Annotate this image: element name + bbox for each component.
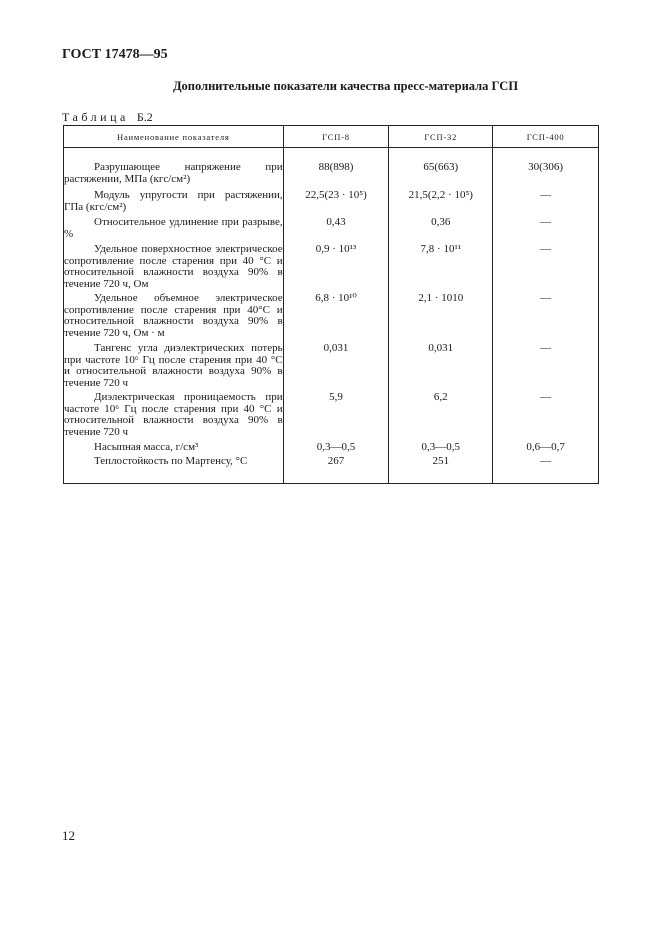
value-gsp-32: 0,36: [389, 217, 493, 244]
value-gsp-32: 6,2: [389, 392, 493, 442]
indicator-name: Насыпная масса, г/см³: [64, 442, 284, 456]
table-spacer-row: [64, 148, 599, 163]
table-row: [64, 343, 599, 392]
table-row: [64, 190, 599, 217]
table-row: [64, 244, 599, 293]
value-gsp-400: —: [493, 244, 599, 293]
table-caption-word: Таблица: [62, 110, 129, 124]
value-gsp-32: 0,3—0,5: [389, 442, 493, 456]
value-gsp-400: 0,6—0,7: [493, 442, 599, 456]
value-gsp-32: 251: [389, 456, 493, 484]
value-gsp-8: 22,5(23 · 10⁵): [283, 190, 389, 217]
document-title: Дополнительные показатели качества пресс-материала ГСП: [172, 79, 519, 93]
value-gsp-400: —: [493, 217, 599, 244]
document-code: ГОСТ 17478—95: [62, 47, 168, 62]
value-gsp-400: —: [493, 343, 599, 392]
table-row: [64, 162, 599, 190]
indicator-name: Относительное удлинение при разрыве, %: [64, 217, 284, 244]
value-gsp-32: 2,1 · 1010: [389, 293, 493, 343]
value-gsp-8: 267: [283, 456, 389, 484]
column-header: Наименование показателя: [64, 126, 284, 148]
value-gsp-32: 0,031: [389, 343, 493, 392]
indicator-name: Модуль упругости при растяжении, ГПа (кгс/см²): [64, 190, 284, 217]
indicator-name: Разрушающее напряжение при растяжении, МПа (кгс/см²): [64, 162, 284, 190]
table-caption: [62, 110, 153, 125]
page-number: 12: [62, 828, 75, 843]
value-gsp-8: 6,8 · 10¹⁰: [283, 293, 389, 343]
table-row: [64, 456, 599, 484]
value-gsp-8: 5,9: [283, 392, 389, 442]
value-gsp-32: 7,8 · 10¹¹: [389, 244, 493, 293]
value-gsp-32: 65(663): [389, 162, 493, 190]
value-gsp-400: —: [493, 392, 599, 442]
table-caption-number: Б.2: [136, 110, 153, 124]
indicator-name: Тангенс угла диэлектрических потерь при частоте 10⁶ Гц после старения при 40 °С и относительной влажности воздуха 90% в течение 720 ч: [64, 343, 284, 392]
table-row: [64, 293, 599, 343]
indicator-name: Диэлектрическая проницаемость при частоте 10⁶ Гц после старения при 40 °С и относительной влажности воздуха 90% в течение 720 ч: [64, 392, 284, 442]
value-gsp-8: 0,3—0,5: [283, 442, 389, 456]
column-header: ГСП-400: [493, 126, 599, 148]
column-header: ГСП-8: [283, 126, 389, 148]
table-row: [64, 442, 599, 456]
value-gsp-400: 30(306): [493, 162, 599, 190]
value-gsp-400: —: [493, 293, 599, 343]
indicator-name: Удельное объемное электрическое сопротивление после старения при 40°С и относительной влажности воздуха 90% в течение 720 ч, Ом · м: [64, 293, 284, 343]
indicator-name: Теплостойкость по Мартенсу, °С: [64, 456, 284, 484]
table-header-row: [64, 126, 599, 148]
value-gsp-400: —: [493, 456, 599, 484]
value-gsp-32: 21,5(2,2 · 10⁵): [389, 190, 493, 217]
value-gsp-8: 0,9 · 10¹³: [283, 244, 389, 293]
value-gsp-400: —: [493, 190, 599, 217]
value-gsp-8: 88(898): [283, 162, 389, 190]
table-row: [64, 392, 599, 442]
value-gsp-8: 0,43: [283, 217, 389, 244]
quality-indicators-table: [63, 125, 599, 484]
value-gsp-8: 0,031: [283, 343, 389, 392]
indicator-name: Удельное поверхностное электрическое сопротивление после старения при 40 °С и относительной влажности воздуха 90% в течение 720 ч, Ом: [64, 244, 284, 293]
table-row: [64, 217, 599, 244]
column-header: ГСП-32: [389, 126, 493, 148]
